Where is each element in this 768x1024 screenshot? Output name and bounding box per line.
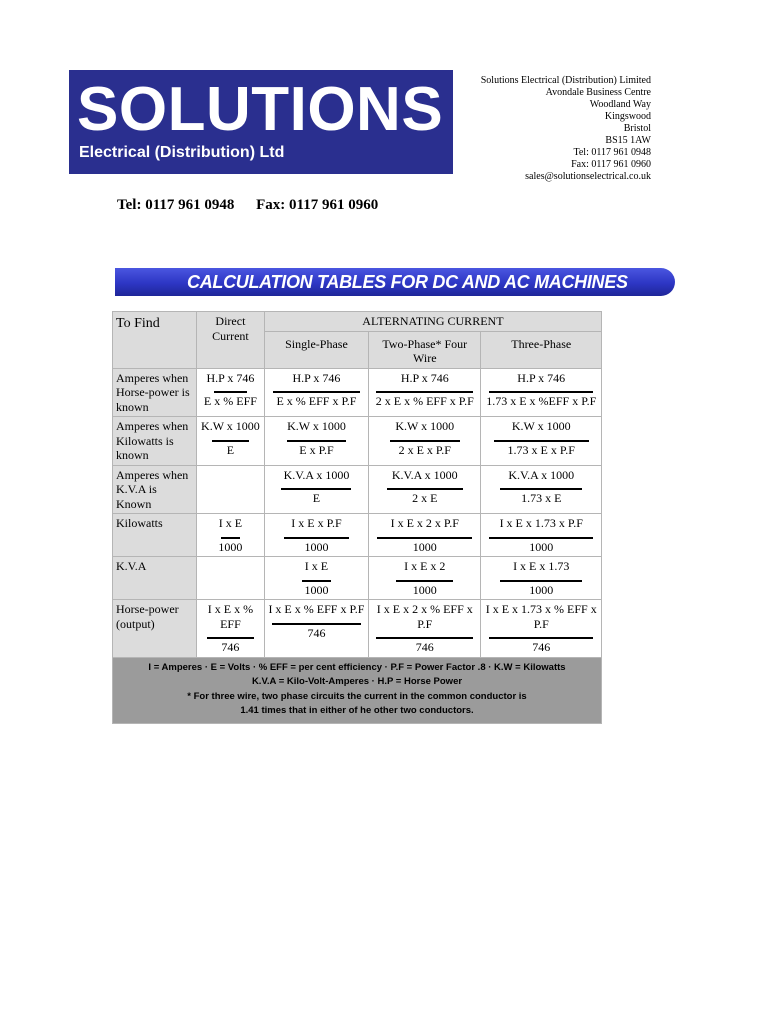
formula-numerator: K.V.A x 1000 (391, 467, 458, 482)
fraction-bar (302, 580, 331, 582)
formula-denominator: 1000 (529, 539, 554, 554)
fraction-bar (376, 391, 473, 393)
address-line: Solutions Electrical (Distribution) Limited (480, 75, 651, 86)
row-label: Amperes when Horse-power is known (113, 369, 196, 417)
formula-cell-two (369, 514, 480, 556)
formula-numerator: K.W x 1000 (511, 419, 571, 433)
fraction-bar (500, 580, 582, 582)
address-line: Avondale Business Centre (545, 87, 651, 98)
title-banner (115, 268, 675, 296)
legend-line: I = Amperes · E = Volts · % EFF = per cent efficiency · P.F = Power Factor .8 · K.W = Kilowatts (148, 661, 566, 673)
contact-line (117, 197, 378, 214)
formula-cell-single (265, 417, 368, 465)
table-row (113, 600, 601, 657)
logo-subtitle: Electrical (Distribution) Ltd (79, 144, 285, 161)
formula-denominator: 1000 (412, 539, 437, 554)
formula-numerator: I x E x 2 x P.F (390, 516, 459, 530)
fraction-bar (500, 488, 582, 490)
row-label: Amperes when K.V.A is Known (113, 466, 196, 514)
formula-cell-single (265, 466, 368, 514)
fraction-bar (396, 580, 453, 582)
fraction-bar (207, 637, 254, 639)
table-row (113, 369, 601, 417)
formula-denominator: 1000 (304, 539, 329, 554)
formula-numerator: K.V.A x 1000 (508, 467, 575, 482)
formula-denominator: 746 (532, 640, 551, 654)
banner-title: CALCULATION TABLES FOR DC AND AC MACHINES (187, 272, 628, 292)
formula-denominator: 2 x E x % EFF x P.F (375, 394, 474, 408)
header-two-phase: Two-Phase* Four Wire (369, 332, 480, 368)
formula-denominator: 1.73 x E (521, 491, 562, 505)
formula-cell-three (481, 514, 601, 556)
formula-denominator: 1000 (304, 582, 329, 597)
formula-denominator: 1000 (529, 582, 554, 597)
formula-cell-three (481, 466, 601, 514)
fraction-bar (489, 637, 593, 639)
formula-cell-two (369, 417, 480, 465)
formula-numerator: I x E x 1.73 (513, 559, 570, 573)
fax-number: Fax: 0117 961 0960 (256, 197, 379, 213)
formula-cell-two (369, 557, 480, 599)
formula-cell-dc (197, 514, 264, 556)
legend-line: 1.41 times that in either of he other two conductors. (240, 705, 474, 716)
header-to-find: To Find (113, 312, 196, 368)
table-row (113, 557, 601, 599)
formula-cell-two (369, 369, 480, 417)
logo-wordmark: SOLUTIONS (77, 75, 444, 144)
calculation-table (112, 311, 602, 724)
company-logo (69, 70, 453, 174)
address-fax: Fax: 0117 961 0960 (571, 159, 651, 170)
formula-numerator: H.P x 746 (292, 370, 341, 385)
formula-numerator: K.W x 1000 (287, 419, 346, 433)
address-line: Kingswood (604, 111, 651, 122)
legend-line: * For three wire, two phase circuits the current in the common conductor is (187, 690, 527, 702)
formula-numerator: I x E x 2 x % EFF x P.F (376, 602, 473, 631)
formula-denominator: 1.73 x E x P.F (507, 442, 575, 457)
formula-denominator: 746 (415, 640, 434, 654)
formula-cell-dc (197, 557, 264, 599)
formula-cell-single (265, 514, 368, 556)
formula-denominator: 1000 (218, 539, 243, 554)
fraction-bar (376, 637, 473, 639)
table-row (113, 417, 601, 465)
telephone-number: Tel: 0117 961 0948 (117, 197, 235, 213)
formula-denominator: 746 (221, 640, 240, 654)
formula-cell-three (481, 600, 601, 657)
address-email-link[interactable]: sales@solutionselectrical.co.uk (525, 171, 651, 182)
fraction-bar (390, 440, 460, 442)
formula-cell-three (481, 417, 601, 465)
header-direct-current: Direct Current (197, 312, 264, 368)
formula-denominator: 2 x E x P.F (398, 442, 451, 457)
formula-numerator: I x E x 1.73 x % EFF x P.F (485, 602, 597, 631)
formula-cell-two (369, 600, 480, 657)
formula-denominator: E x % EFF (203, 394, 257, 408)
formula-denominator: 1.73 x E x %EFF x P.F (486, 394, 597, 408)
fraction-bar (387, 488, 463, 490)
formula-cell-dc (197, 466, 264, 514)
fraction-bar (212, 440, 248, 442)
formula-numerator: H.P x 746 (517, 370, 566, 385)
formula-numerator: I x E x % EFF x P.F (268, 602, 365, 616)
formula-cell-two (369, 466, 480, 514)
formula-numerator: K.W x 1000 (201, 419, 260, 433)
formula-cell-dc (197, 600, 264, 657)
formula-numerator: H.P x 746 (206, 370, 255, 385)
address-line: Woodland Way (589, 99, 651, 110)
header-alternating-current: ALTERNATING CURRENT (265, 312, 601, 331)
row-label: Horse-power (output) (113, 600, 196, 657)
formula-numerator: K.V.A x 1000 (283, 467, 350, 482)
fraction-bar (489, 391, 593, 393)
formula-denominator: E (312, 491, 321, 505)
address-line: BS15 1AW (605, 135, 651, 146)
fraction-bar (494, 440, 589, 442)
fraction-bar (221, 537, 239, 539)
formula-cell-three (481, 369, 601, 417)
fraction-bar (287, 440, 345, 442)
address-tel: Tel: 0117 961 0948 (573, 147, 651, 158)
formula-numerator: I x E x 2 (404, 559, 446, 573)
table-row (113, 466, 601, 514)
formula-denominator: E (226, 442, 235, 457)
formula-numerator: I x E (304, 559, 329, 573)
fraction-bar (273, 391, 361, 393)
company-address (481, 75, 651, 183)
table-legend (113, 658, 601, 723)
formula-numerator: K.W x 1000 (395, 419, 455, 433)
table-row (113, 514, 601, 556)
formula-cell-three (481, 557, 601, 599)
header-single-phase: Single-Phase (265, 332, 368, 368)
formula-denominator: E x % EFF x P.F (276, 394, 357, 408)
fraction-bar (377, 537, 472, 539)
fraction-bar (489, 537, 593, 539)
fraction-bar (214, 391, 247, 393)
row-label: Amperes when Kilowatts is known (113, 417, 196, 465)
formula-numerator: I x E x % EFF (207, 602, 254, 631)
formula-numerator: I x E x 1.73 x P.F (499, 516, 583, 530)
formula-denominator: 746 (307, 625, 326, 640)
row-label: K.V.A (113, 557, 196, 599)
formula-denominator: 1000 (412, 582, 437, 597)
formula-numerator: H.P x 746 (400, 370, 449, 385)
formula-numerator: I x E x P.F (291, 516, 342, 530)
address-line: Bristol (623, 123, 651, 134)
fraction-bar (272, 623, 361, 625)
formula-cell-single (265, 369, 368, 417)
formula-numerator: I x E (218, 516, 243, 530)
formula-cell-single (265, 600, 368, 657)
formula-denominator: E x P.F (299, 442, 334, 457)
row-label: Kilowatts (113, 514, 196, 556)
fraction-bar (281, 488, 351, 490)
legend-line: K.V.A = Kilo-Volt-Amperes · H.P = Horse Power (251, 676, 463, 687)
formula-denominator: 2 x E (412, 491, 438, 505)
header-three-phase: Three-Phase (481, 332, 601, 368)
formula-cell-dc (197, 369, 264, 417)
formula-cell-dc (197, 417, 264, 465)
fraction-bar (284, 537, 348, 539)
formula-cell-single (265, 557, 368, 599)
